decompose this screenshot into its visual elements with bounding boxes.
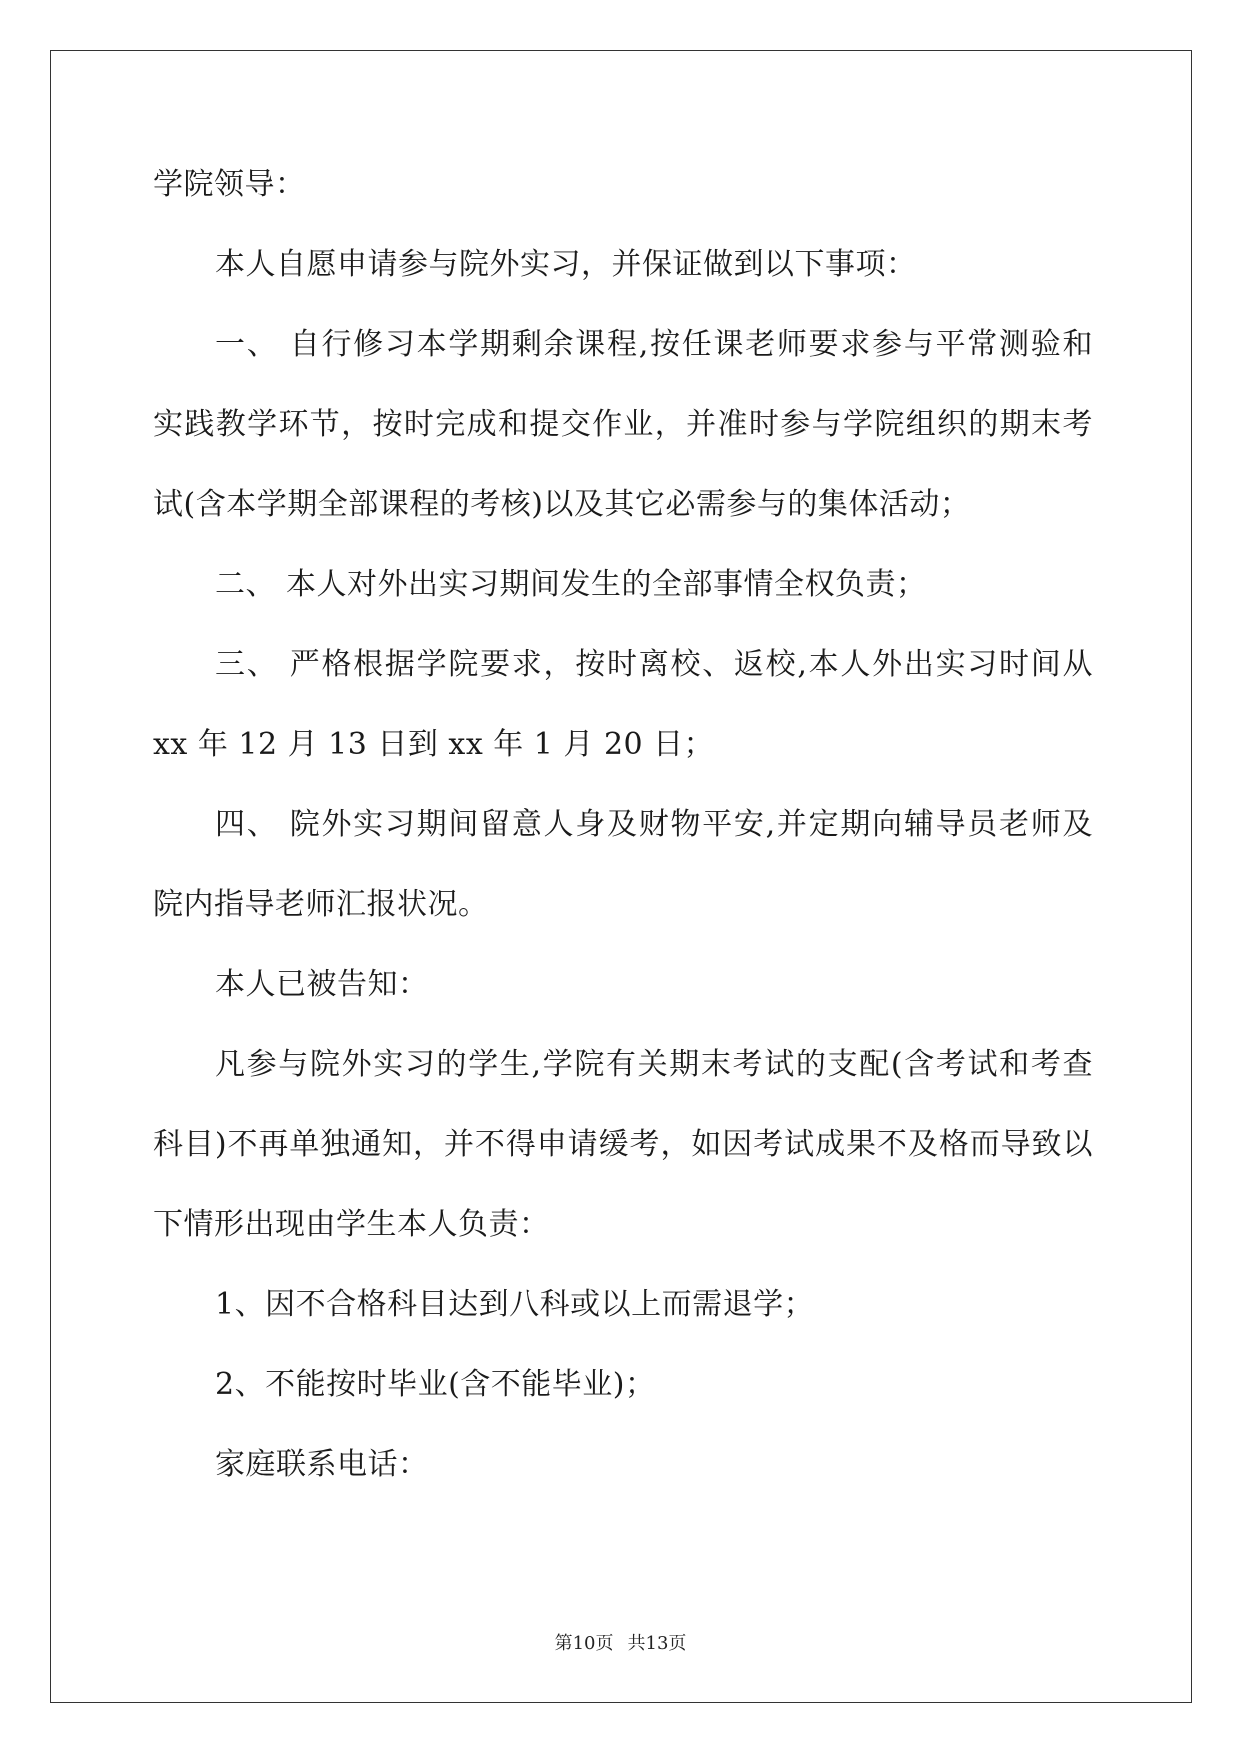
text-line: 科目)不再单独通知，并不得申请缓考，如因考试成果不及格而导致以: [153, 1127, 1093, 1162]
text-line: 家庭联系电话：: [215, 1447, 429, 1482]
text-line: xx 年 12 月 13 日到 xx 年 1 月 20 日；: [153, 727, 715, 762]
page-number-total: 共13页: [627, 1633, 687, 1654]
text-line: 本人已被告知：: [215, 967, 429, 1002]
text-line: 院内指导老师汇报状况。: [153, 887, 489, 922]
document-body: [153, 165, 1093, 1525]
text-line: 下情形出现由学生本人负责：: [153, 1207, 550, 1242]
text-line: 二、 本人对外出实习期间发生的全部事情全权负责；: [215, 567, 927, 602]
text-line: 四、 院外实习期间留意人身及财物平安,并定期向辅导员老师及: [215, 807, 1093, 842]
text-line: 实践教学环节，按时完成和提交作业，并准时参与学院组织的期末考: [153, 407, 1093, 442]
text-line: 1、因不合格科目达到八科或以上而需退学；: [215, 1287, 815, 1322]
text-line: 学院领导：: [153, 167, 306, 202]
text-line: 凡参与院外实习的学生,学院有关期末考试的支配(含考试和考查: [215, 1047, 1093, 1082]
text-line: 试(含本学期全部课程的考核)以及其它必需参与的集体活动；: [153, 487, 971, 522]
page-footer: [0, 1632, 1241, 1656]
text-line: 本人自愿申请参与院外实习，并保证做到以下事项：: [215, 247, 917, 282]
text-line: 三、 严格根据学院要求，按时离校、返校,本人外出实习时间从: [215, 647, 1093, 682]
text-line: 一、 自行修习本学期剩余课程,按任课老师要求参与平常测验和: [215, 327, 1093, 362]
page-number-current: 第10页: [554, 1633, 614, 1654]
text-line: 2、不能按时毕业(含不能毕业)；: [215, 1367, 656, 1402]
